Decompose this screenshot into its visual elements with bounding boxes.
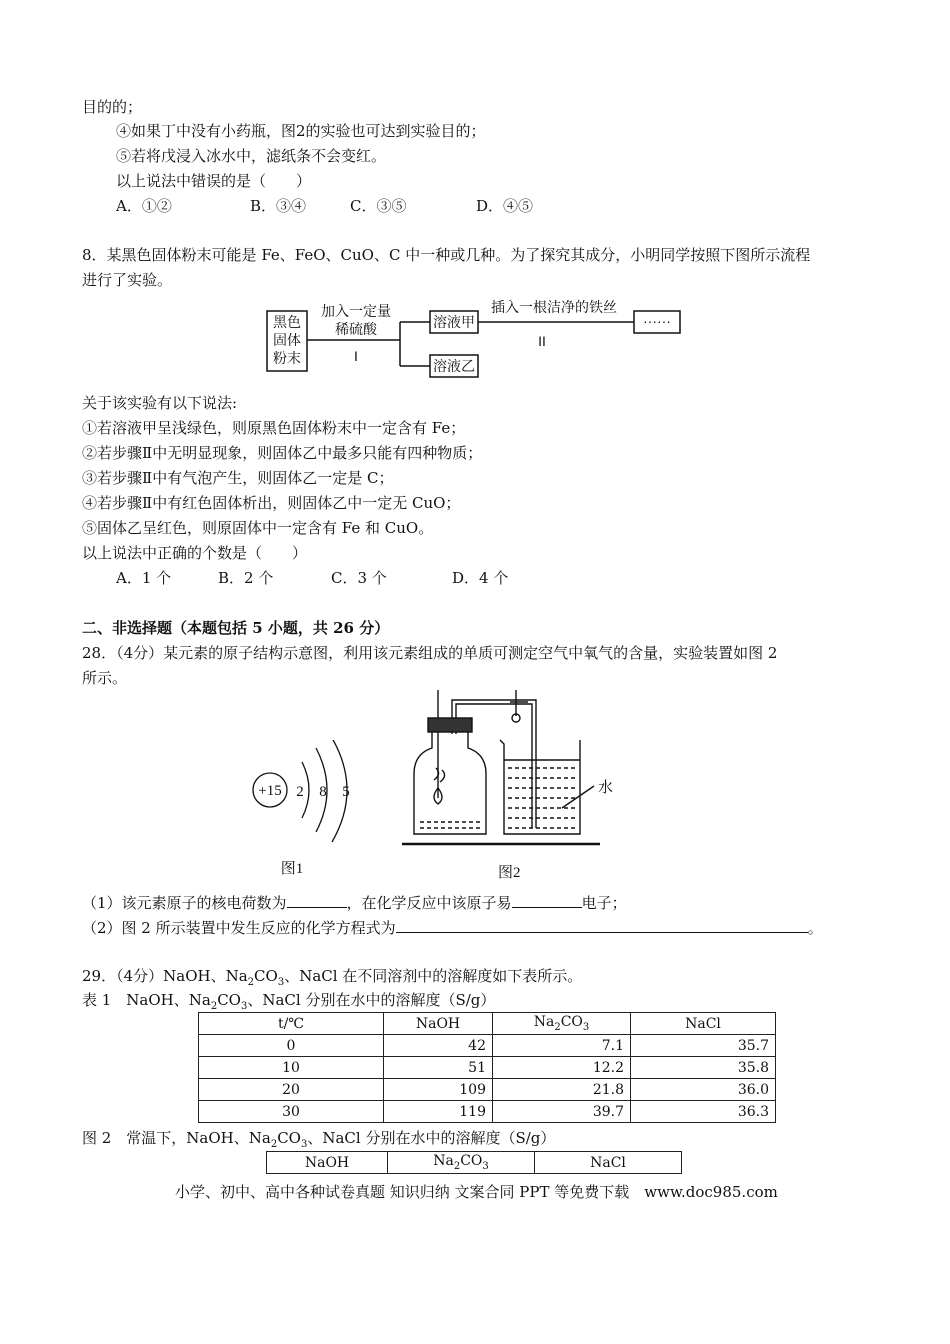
page-footer: 小学、初中、高中各种试卷真题 知识归纳 文案合同 PPT 等免费下载 www.doc985.com (175, 1183, 778, 1201)
flow-step2-number: II (538, 333, 546, 349)
q29-stem (82, 966, 582, 993)
q8-options (116, 568, 508, 588)
cell-nacl: 35.8 (631, 1057, 776, 1079)
q8-intro: 关于该实验有以下说法: (82, 394, 238, 412)
t2-header-naoh: NaOH (267, 1152, 388, 1174)
flow-solution-b: 溶液乙 (433, 358, 475, 374)
t1-caption-sub3: 3 (240, 1001, 248, 1012)
table-row (199, 1035, 776, 1057)
header-temp: t/℃ (199, 1013, 384, 1035)
header-nacl: NaCl (631, 1013, 776, 1035)
q7-option-d: D．④⑤ (476, 197, 534, 215)
q29-stem-sub3: 3 (277, 977, 285, 988)
cell-temp: 30 (199, 1101, 384, 1123)
t2-header-nacl: NaCl (535, 1152, 682, 1174)
header-na2co3: $Na_2CO_3$ (493, 1013, 631, 1035)
cell-na2co3: 7.1 (493, 1035, 631, 1057)
q7-option-a: A．①② (116, 197, 172, 215)
q7-statement-4: ④如果丁中没有小药瓶，图2的实验也可达到实验目的； (116, 122, 486, 140)
q7-question: 以上说法中错误的是（ ） (116, 172, 312, 190)
q28-part1 (82, 892, 627, 913)
flow-step1-mid: 稀硫酸 (335, 321, 377, 337)
t2-caption-mid: CO (277, 1129, 301, 1147)
flow-solid-line1: 黑色 (273, 314, 301, 330)
q28-part1-b: ，在化学反应中该原子易 (346, 894, 512, 912)
table-header-row (199, 1013, 776, 1035)
t1-caption-sub2: 2 (210, 1001, 218, 1012)
cell-temp: 20 (199, 1079, 384, 1101)
q7-line-cont: 目的的； (82, 98, 143, 116)
t1-caption-pre: 表 1 NaOH、Na (82, 991, 211, 1009)
cell-naoh: 109 (384, 1079, 493, 1101)
q8-stem-line2: 进行了实验。 (82, 271, 173, 289)
t1-caption-post: 、NaCl 分别在水中的溶解度（S/g） (247, 991, 496, 1009)
fig2-apparatus (400, 688, 630, 883)
q28-part2-b: 。 (807, 919, 823, 937)
table-row (199, 1057, 776, 1079)
q8-option-d: D．4 个 (452, 569, 509, 587)
atom-nucleus-charge: +15 (258, 783, 282, 799)
q8-option-c: C．3 个 (331, 569, 387, 587)
q29-stem-post: 、NaCl 在不同溶剂中的溶解度如下表所示。 (284, 967, 583, 985)
q8-statement-1: ①若溶液甲呈浅绿色，则原黑色固体粉末中一定含有 Fe； (82, 419, 466, 437)
cell-na2co3: 21.8 (493, 1079, 631, 1101)
q7-options (116, 196, 533, 216)
t2-header-na2co3: $Na_2CO_3$ (388, 1152, 535, 1174)
cell-nacl: 36.3 (631, 1101, 776, 1123)
fig1-label: 图1 (280, 861, 304, 877)
flow-step1-top: 加入一定量 (321, 303, 391, 319)
cell-temp: 0 (199, 1035, 384, 1057)
shell-3-electrons: 5 (342, 784, 350, 800)
q7-option-c: C．③⑤ (350, 197, 407, 215)
cell-temp: 10 (199, 1057, 384, 1079)
cell-nacl: 35.7 (631, 1035, 776, 1057)
q7-statement-5: ⑤若将戊浸入冰水中，滤纸条不会变红。 (116, 147, 387, 165)
t2-caption-pre: 图 2 常温下，NaOH、Na (82, 1129, 271, 1147)
q8-stem-line1: 8．某黑色固体粉末可能是 Fe、FeO、CuO、C 中一种或几种。为了探究其成分，小明同学按照下图所示流程 (82, 246, 811, 264)
t2-caption-sub3: 3 (300, 1139, 308, 1150)
answer-blank-electron[interactable] (512, 892, 582, 908)
q8-option-a: A．1 个 (116, 569, 172, 587)
t2-caption-post: 、NaCl 分别在水中的溶解度（S/g） (307, 1129, 556, 1147)
q8-option-b: B．2 个 (218, 569, 274, 587)
flow-step2-top: 插入一根洁净的铁丝 (491, 299, 617, 315)
flow-solid-line2: 固体 (273, 332, 301, 348)
shell-2-electrons: 8 (319, 784, 327, 800)
fig2-label: 图2 (498, 865, 521, 881)
cell-naoh: 119 (384, 1101, 493, 1123)
q8-flowchart (262, 294, 692, 384)
cell-nacl: 36.0 (631, 1079, 776, 1101)
solubility-table-2 (266, 1151, 682, 1174)
q28-part1-a: （1）该元素原子的核电荷数为 (82, 894, 287, 912)
t2-caption-sub2: 2 (270, 1139, 278, 1150)
q28-stem-line2: 所示。 (82, 669, 128, 687)
section2-heading: 二、非选择题（本题包括 5 小题，共 26 分） (82, 619, 390, 637)
flow-result: ······ (643, 313, 671, 329)
cell-na2co3: 12.2 (493, 1057, 631, 1079)
t1-caption-mid: CO (217, 991, 241, 1009)
q28-part2 (82, 917, 823, 938)
header-naoh: NaOH (384, 1013, 493, 1035)
table2-header-row (267, 1152, 682, 1174)
cell-naoh: 42 (384, 1035, 493, 1057)
q8-statement-5: ⑤固体乙呈红色，则原固体中一定含有 Fe 和 CuO。 (82, 519, 434, 537)
q28-part2-a: （2）图 2 所示装置中发生反应的化学方程式为 (82, 919, 396, 937)
q29-stem-sub2: 2 (247, 977, 255, 988)
q8-question: 以上说法中正确的个数是（ ） (82, 544, 308, 562)
cell-naoh: 51 (384, 1057, 493, 1079)
q8-statement-4: ④若步骤Ⅱ中有红色固体析出，则固体乙中一定无 CuO； (82, 494, 461, 512)
answer-blank-charge[interactable] (287, 892, 347, 908)
flow-step1-number: I (354, 348, 358, 364)
cell-na2co3: 39.7 (493, 1101, 631, 1123)
table-row (199, 1079, 776, 1101)
q29-stem-pre: 29．（4分）NaOH、Na (82, 967, 248, 985)
q8-statement-3: ③若步骤Ⅱ中有气泡产生，则固体乙一定是 C； (82, 469, 394, 487)
flow-solution-a: 溶液甲 (433, 314, 475, 330)
fig1-atom-diagram (240, 740, 370, 880)
shell-1-electrons: 2 (296, 784, 304, 800)
q29-stem-mid: CO (254, 967, 278, 985)
solubility-table-1 (198, 1012, 776, 1123)
q8-statement-2: ②若步骤Ⅱ中无明显现象，则固体乙中最多只能有四种物质； (82, 444, 483, 462)
water-label: 水 (598, 780, 614, 796)
flow-solid-line3: 粉末 (273, 350, 301, 366)
answer-blank-equation[interactable] (396, 917, 808, 933)
table-row (199, 1101, 776, 1123)
q28-stem-line1: 28．（4分）某元素的原子结构示意图，利用该元素组成的单质可测定空气中氧气的含量，实验装置如图 2 (82, 644, 778, 662)
q28-part1-c: 电子； (581, 894, 627, 912)
q7-option-b: B．③④ (250, 197, 307, 215)
